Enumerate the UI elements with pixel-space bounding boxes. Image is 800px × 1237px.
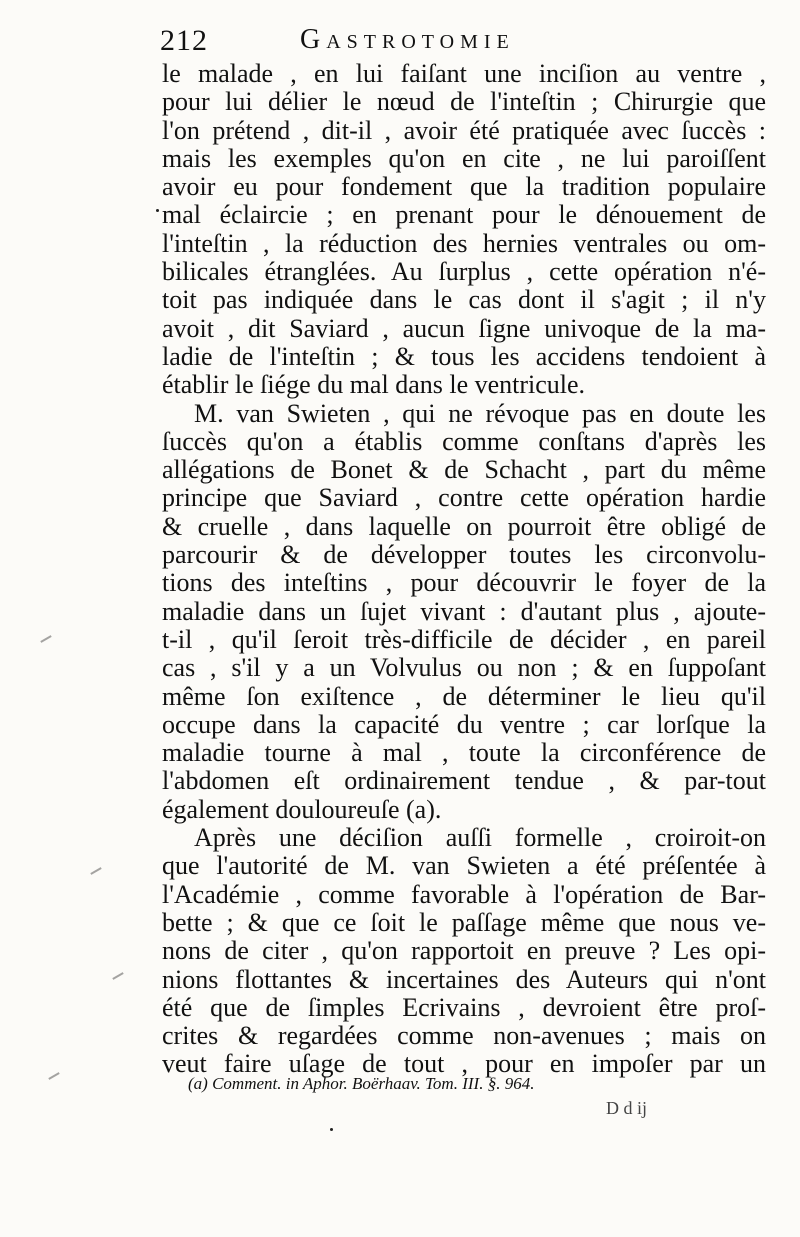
text-line: pour lui délier le nœud de l'inteſtin ; Chirurgie que xyxy=(162,87,766,117)
text-line: l'Académie , comme favorable à l'opération de Bar- xyxy=(162,879,766,909)
text-line: crites & regardées comme non-avenues ; mais on xyxy=(162,1021,766,1051)
text-line: l'on prétend , dit-il , avoir été pratiquée avec ſuccès : xyxy=(162,115,766,145)
running-head: Gastrotomie xyxy=(300,24,515,55)
text-line: occupe dans la capacité du ventre ; car lorſque la xyxy=(162,709,766,739)
text-line: tions des inteſtins , pour découvrir le foyer de la xyxy=(162,568,766,598)
text-line: mal éclaircie ; en prenant pour le dénouement de xyxy=(162,200,766,230)
text-line: maladie dans un ſujet vivant : d'autant plus , ajoute- xyxy=(162,596,766,626)
text-line: mais les exemples qu'on en cite , ne lui paroiſſent xyxy=(162,143,766,173)
text-line: le malade , en lui faiſant une inciſion au ventre , xyxy=(162,59,766,88)
text-line: Après une déciſion auſſi formelle , croiroit-on xyxy=(194,823,766,853)
text-line: M. van Swieten , qui ne révoque pas en doute les xyxy=(194,398,766,428)
text-line: allégations de Bonet & de Schacht , part du même xyxy=(162,455,766,485)
text-line: ladie de l'inteſtin ; & tous les accidens tendoient à xyxy=(162,341,766,371)
text-line: l'abdomen eſt ordinairement tendue , & par-tout xyxy=(162,766,766,796)
text-line: principe que Saviard , contre cette opération hardie xyxy=(162,483,766,513)
text-line: bilicales étranglées. Au ſurplus , cette opération n'é- xyxy=(162,257,766,287)
text-line: que l'autorité de M. van Swieten a été préſentée à xyxy=(162,851,766,881)
text-line: avoit , dit Saviard , aucun ſigne univoque de la ma- xyxy=(162,313,766,343)
text-line: même ſon exiſtence , de déterminer le lieu qu'il xyxy=(162,681,766,711)
text-line: établir le ſiége du mal dans le ventricule. xyxy=(162,370,586,400)
text-line: maladie tourne à mal , toute la circonférence de xyxy=(162,738,766,768)
footnote: (a) Comment. in Aphor. Boërhaav. Tom. III. §. 964. xyxy=(188,1074,535,1093)
text-line: également douloureuſe (a). xyxy=(162,794,442,824)
page-number: 212 xyxy=(160,24,208,57)
text-line: bette ; & que ce ſoit le paſſage même que nous ve- xyxy=(162,907,766,937)
text-line: été que de ſimples Ecrivains , devroient être proſ- xyxy=(162,992,766,1022)
text-line: t-il , qu'il ſeroit très-difficile de décider , en pareil xyxy=(162,624,766,654)
body-text xyxy=(162,60,766,1079)
text-line: & cruelle , dans laquelle on pourroit être obligé de xyxy=(162,511,766,541)
edge-mark xyxy=(40,635,51,643)
text-line: veut faire uſage de tout , pour en impoſer par un xyxy=(162,1049,766,1079)
text-line: toit pas indiquée dans le cas dont il s'agit ; il n'y xyxy=(162,285,766,315)
text-line: ſuccès qu'on a établis comme conſtans d'après les xyxy=(162,426,766,456)
text-line: nons de citer , qu'on rapportoit en preuve ? Les opi- xyxy=(162,936,766,966)
edge-mark xyxy=(48,1072,59,1080)
text-line: cas , s'il y a un Volvulus ou non ; & en ſuppoſant xyxy=(162,653,766,683)
text-line: parcourir & de développer toutes les circonvolu- xyxy=(162,540,766,570)
ink-speck xyxy=(330,1128,333,1131)
ink-speck xyxy=(156,209,159,212)
text-line: nions flottantes & incertaines des Auteurs qui n'ont xyxy=(162,964,766,994)
page-header xyxy=(160,22,760,62)
signature-mark: D d ij xyxy=(606,1098,648,1118)
edge-mark xyxy=(90,867,101,875)
text-line: l'inteſtin , la réduction des hernies ventrales ou om- xyxy=(162,228,766,258)
edge-mark xyxy=(112,972,123,980)
text-line: avoir eu pour fondement que la tradition populaire xyxy=(162,172,766,202)
